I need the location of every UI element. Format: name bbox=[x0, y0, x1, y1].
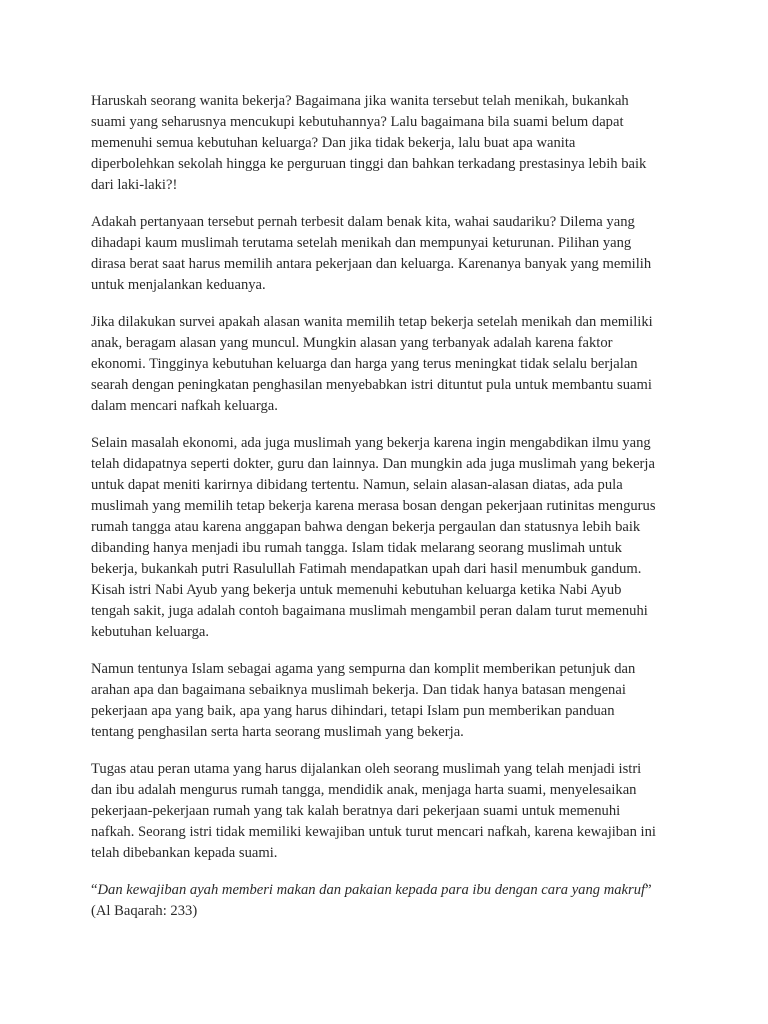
text-line: pekerjaan-pekerjaan rumah yang tak kalah beratnya dari pekerjaan suami untuk memenuhi bbox=[91, 803, 621, 819]
text-line: diperbolehkan sekolah hingga ke perguruan tinggi dan bahkan terkadang prestasinya lebih baik bbox=[91, 156, 647, 172]
text-line: muslimah yang memilih tetap bekerja karena merasa bosan dengan pekerjaan rutinitas mengurus bbox=[91, 498, 656, 514]
text-line: untuk dapat meniti karirnya dibidang tertentu. Namun, selain alasan-alasan diatas, ada pula bbox=[91, 477, 623, 493]
text-line: arahan apa dan bagaimana sebaiknya muslimah bekerja. Dan tidak hanya batasan mengenai bbox=[91, 682, 626, 698]
quote-close-mark: ” bbox=[645, 882, 652, 898]
text-line: Namun tentunya Islam sebagai agama yang sempurna dan komplit memberikan petunjuk dan bbox=[91, 661, 636, 677]
text-line: dan ibu adalah mengurus rumah tangga, mendidik anak, menjaga harta suami, menyelesaikan bbox=[91, 782, 637, 798]
text-line: tengah sakit, juga adalah contoh bagaimana muslimah mengambil peran dalam turut memenuhi bbox=[91, 603, 648, 619]
text-line: kebutuhan keluarga. bbox=[91, 624, 210, 640]
text-line: dalam mencari nafkah keluarga. bbox=[91, 398, 278, 414]
text-line: Selain masalah ekonomi, ada juga muslimah yang bekerja karena ingin mengabdikan ilmu yang bbox=[91, 435, 651, 451]
text-line: Haruskah seorang wanita bekerja? Bagaimana jika wanita tersebut telah menikah, bukankah bbox=[91, 93, 629, 109]
text-line: Adakah pertanyaan tersebut pernah terbesit dalam benak kita, wahai saudariku? Dilema yang bbox=[91, 214, 635, 230]
text-line: dibanding hanya menjadi ibu rumah tangga. Islam tidak melarang seorang muslimah untuk bbox=[91, 540, 622, 556]
text-line: pekerjaan apa yang baik, apa yang harus dihindari, tetapi Islam pun memberikan panduan bbox=[91, 703, 615, 719]
text-line: memenuhi semua kebutuhan keluarga? Dan jika tidak bekerja, lalu buat apa wanita bbox=[91, 135, 576, 151]
text-line: Tugas atau peran utama yang harus dijalankan oleh seorang muslimah yang telah menjadi istri bbox=[91, 761, 642, 777]
text-line: rumah tangga atau karena anggapan bahwa dengan bekerja pergaulan dan statusnya lebih baik bbox=[91, 519, 641, 535]
text-line: telah didapatnya seperti dokter, guru dan lainnya. Dan mungkin ada juga muslimah yang bekerja bbox=[91, 456, 655, 472]
text-line: Jika dilakukan survei apakah alasan wanita memilih tetap bekerja setelah menikah dan memiliki bbox=[91, 314, 653, 330]
text-line: telah dibebankan kepada suami. bbox=[91, 845, 278, 861]
text-line: bekerja, bukankah putri Rasulullah Fatimah mendapatkan upah dari hasil menumbuk gandum. bbox=[91, 561, 642, 577]
quote-line bbox=[91, 880, 652, 900]
quote-open-mark: “ bbox=[91, 882, 98, 898]
text-line: ekonomi. Tingginya kebutuhan keluarga dan harga yang terus meningkat tidak selalu berjalan bbox=[91, 356, 638, 372]
text-line: untuk menjalankan keduanya. bbox=[91, 277, 266, 293]
text-line: dari laki-laki?! bbox=[91, 177, 178, 193]
text-line: suami yang seharusnya mencukupi kebutuhannya? Lalu bagaimana bila suami belum dapat bbox=[91, 114, 624, 130]
text-line: nafkah. Seorang istri tidak memiliki kewajiban untuk turut mencari nafkah, karena kewajiban ini bbox=[91, 824, 656, 840]
text-line: dirasa berat saat harus memilih antara pekerjaan dan keluarga. Karenanya banyak yang memilih bbox=[91, 256, 652, 272]
text-line: searah dengan peningkatan penghasilan menyebabkan istri dituntut pula untuk membantu suami bbox=[91, 377, 652, 393]
quote-text: Dan kewajiban ayah memberi makan dan pakaian kepada para ibu dengan cara yang makruf bbox=[97, 882, 646, 898]
quote-source: (Al Baqarah: 233) bbox=[91, 903, 198, 919]
text-line: dihadapi kaum muslimah terutama setelah menikah dan mempunyai keturunan. Pilihan yang bbox=[91, 235, 632, 251]
text-line: tentang penghasilan serta harta seorang muslimah yang bekerja. bbox=[91, 724, 464, 740]
text-line: Kisah istri Nabi Ayub yang bekerja untuk memenuhi kebutuhan keluarga ketika Nabi Ayub bbox=[91, 582, 622, 598]
text-line: anak, beragam alasan yang muncul. Mungkin alasan yang terbanyak adalah karena faktor bbox=[91, 335, 613, 351]
